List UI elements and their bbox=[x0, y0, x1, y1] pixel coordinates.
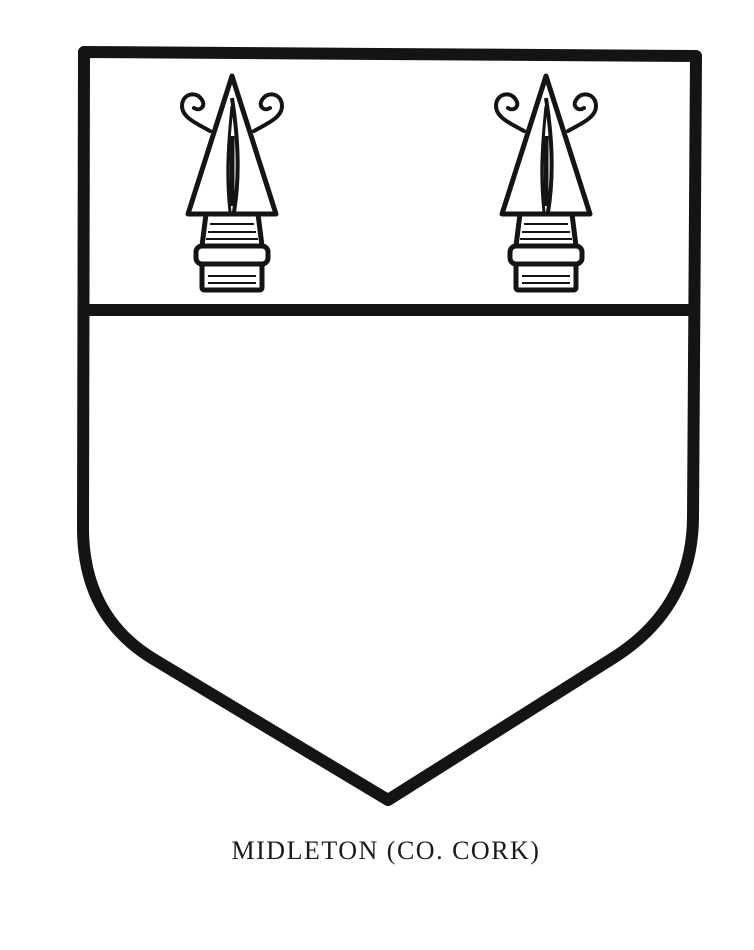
shield-outline bbox=[83, 52, 696, 800]
spear-head-icon bbox=[182, 76, 282, 290]
spear-head-icon bbox=[496, 76, 596, 290]
caption-text: MIDLETON (CO. CORK) bbox=[231, 836, 541, 865]
